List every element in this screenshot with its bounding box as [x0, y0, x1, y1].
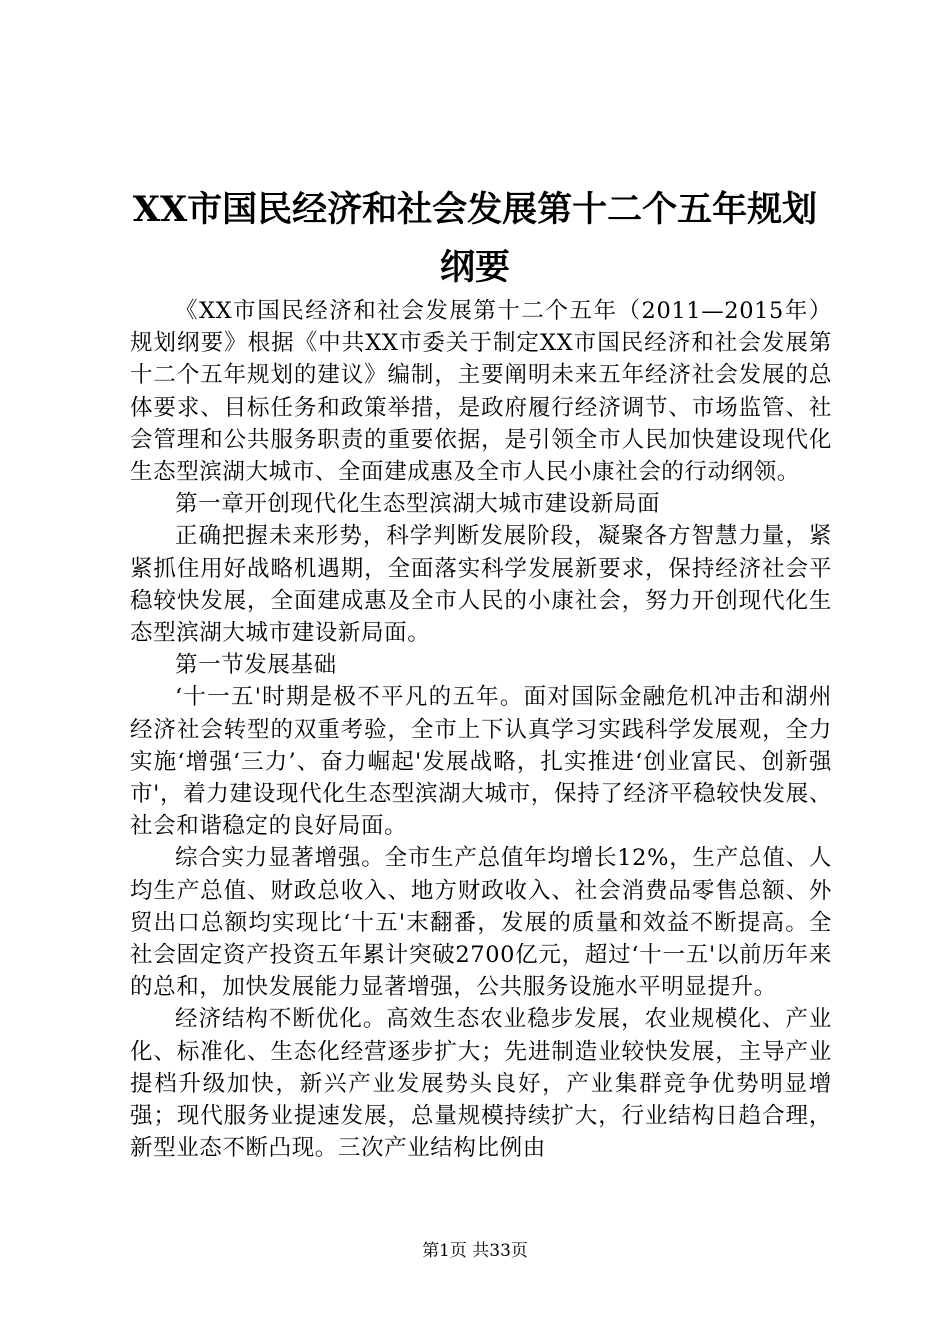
document-body [130, 295, 832, 1164]
body-paragraph: ‘十一五'时期是极不平凡的五年。面对国际金融危机冲击和湖州经济社会转型的双重考验，全市上下认真学习实践科学发展观，全力实施‘增强‘三力’、奋力崛起'发展战略，扎实推进‘创业富民、创新强市'，着力建设现代化生态型滨湖大城市，保持了经济平稳较快发展、社会和谐稳定的良好局面。 [130, 684, 832, 840]
chapter-paragraph: 正确把握未来形势，科学判断发展阶段，凝聚各方智慧力量，紧紧抓住用好战略机遇期，全面落实科学发展新要求，保持经济社会平稳较快发展，全面建成惠及全市人民的小康社会，努力开创现代化生态型滨湖大城市建设新局面。 [130, 523, 832, 647]
document-title: XX市国民经济和社会发展第十二个五年规划 [132, 189, 818, 230]
body-paragraph: 经济结构不断优化。高效生态农业稳步发展，农业规模化、产业化、标准化、生态化经营逐步扩大；先进制造业较快发展，主导产业提档升级加快，新兴产业发展势头良好，产业集群竞争优势明显增强；现代服务业提速发展，总量规模持续扩大，行业结构日趋合理，新型业态不断凸现。三次产业结构比例由 [130, 1006, 832, 1162]
section-heading: 第一节发展基础 [175, 652, 337, 679]
document-title-continued: 纲要 [439, 247, 510, 288]
chapter-heading: 第一章开创现代化生态型滨湖大城市建设新局面 [175, 491, 661, 518]
page-number-footer: 第1页 共33页 [422, 1241, 528, 1261]
body-paragraph: 综合实力显著增强。全市生产总值年均增长12%，生产总值、人均生产总值、财政总收入、地方财政收入、社会消费品零售总额、外贸出口总额均实现比‘十五'末翻番，发展的质量和效益不断提高。全社会固定资产投资五年累计突破2700亿元，超过‘十一五'以前历年来的总和，加快发展能力显著增强，公共服务设施水平明显提升。 [130, 845, 832, 1001]
intro-paragraph: 《XX市国民经济和社会发展第十二个五年（2011—2015年）规划纲要》根据《中共XX市委关于制定XX市国民经济和社会发展第十二个五年规划的建议》编制，主要阐明未来五年经济社会发展的总体要求、目标任务和政策举措，是政府履行经济调节、市场监管、社会管理和公共服务职责的重要依据，是引领全市人民加快建设现代化生态型滨湖大城市、全面建成惠及全市人民小康社会的行动纲领。 [130, 298, 832, 486]
